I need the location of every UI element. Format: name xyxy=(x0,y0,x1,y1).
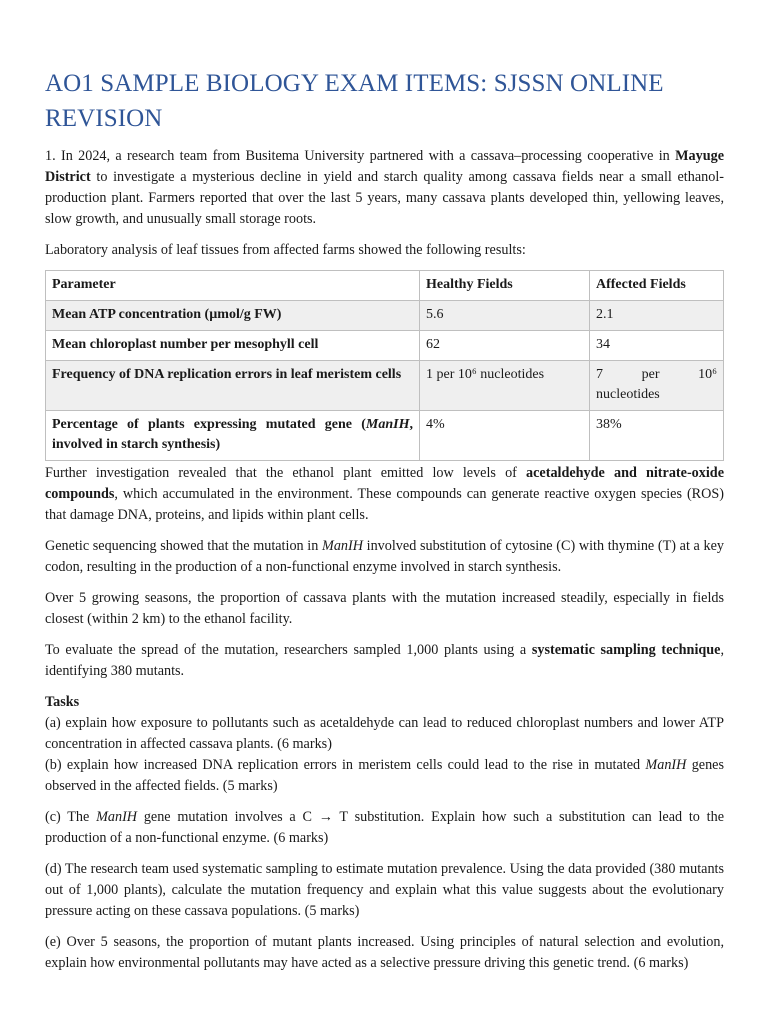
table-row xyxy=(46,361,724,411)
page-title: AO1 SAMPLE BIOLOGY EXAM ITEMS: SJSSN ONLINE REVISION xyxy=(45,70,664,132)
sampling-paragraph xyxy=(45,640,724,682)
lab-analysis-text: Laboratory analysis of leaf tissues from affected farms showed the following results: xyxy=(45,242,526,258)
intro-paragraph xyxy=(45,146,724,230)
task-b-text-cont: genes observed in the affected fields. (5 marks) xyxy=(45,757,724,794)
param-cell: Mean chloroplast number per mesophyll cell xyxy=(46,331,420,361)
affected-cell: 2.1 xyxy=(590,301,724,331)
header-healthy: Healthy Fields xyxy=(420,271,590,301)
task-c-text-cont: gene mutation involves a C → T substitution. Explain how such a substitution can lead to the production of a non-functional enzyme. (6 marks) xyxy=(45,809,724,846)
affected-cell: 34 xyxy=(590,331,724,361)
table-header-row xyxy=(46,271,724,301)
sampling-text: To evaluate the spread of the mutation, researchers sampled 1,000 plants using a xyxy=(45,642,532,658)
task-a: (a) explain how exposure to pollutants such as acetaldehyde can lead to reduced chloroplast numbers and lower ATP concentration in affected cassava plants. (6 marks) xyxy=(45,715,724,752)
gene-name: ManIH xyxy=(645,757,687,773)
param-cell: Frequency of DNA replication errors in leaf meristem cells xyxy=(46,361,420,411)
param-cell xyxy=(46,411,420,461)
affected-cell xyxy=(590,361,724,411)
param-cell: Mean ATP concentration (µmol/g FW) xyxy=(46,301,420,331)
task-c-text: (c) The xyxy=(45,809,97,825)
genetic-sequencing-paragraph xyxy=(45,536,724,578)
affected-cell: 38% xyxy=(590,411,724,461)
param-text: Percentage of plants expressing mutated gene ( xyxy=(52,417,366,432)
tasks-heading-text: Tasks xyxy=(45,694,80,710)
healthy-cell: 62 xyxy=(420,331,590,361)
table-row xyxy=(46,411,724,461)
healthy-cell: 1 per 10⁶ nucleotides xyxy=(420,361,590,411)
gene-name: ManIH xyxy=(322,538,363,554)
task-c xyxy=(45,807,724,849)
seasons-paragraph: Over 5 growing seasons, the proportion of cassava plants with the mutation increased steadily, especially in fields closest (within 2 km) to the ethanol facility. xyxy=(45,590,724,627)
sampling-text-cont: , identifying 380 mutants. xyxy=(45,642,725,679)
table-row xyxy=(46,331,724,361)
gene-name: ManIH xyxy=(365,417,410,432)
further-text-cont: , which accumulated in the environment. These compounds can generate reactive oxygen species (ROS) that damage DNA, proteins, and lipids within plant cells. xyxy=(45,486,724,523)
healthy-cell: 4% xyxy=(420,411,590,461)
task-d: (d) The research team used systematic sampling to estimate mutation prevalence. Using the data provided (380 mutants out of 1,000 plants), calculate the mutation frequency and explain what this value suggests about the evolutionary pressure acting on these cassava populations. (5 marks) xyxy=(45,861,724,919)
task-b xyxy=(45,755,724,797)
further-text: Further investigation revealed that the ethanol plant emitted low levels of xyxy=(45,465,527,481)
affected-value-line2: nucleotides xyxy=(596,387,660,402)
task-e: (e) Over 5 seasons, the proportion of mutant plants increased. Using principles of natural selection and evolution, explain how environmental pollutants may have acted as a selective pressure driving this genetic trend. (6 marks) xyxy=(45,934,724,971)
sampling-technique: systematic sampling technique xyxy=(531,642,721,658)
header-affected: Affected Fields xyxy=(590,271,724,301)
header-parameter: Parameter xyxy=(46,271,420,301)
task-b-text: (b) explain how increased DNA replication errors in meristem cells could lead to the rise in mutated xyxy=(45,757,646,773)
compounds-name: acetaldehyde and nitrate-oxide compounds xyxy=(45,465,724,502)
healthy-cell: 5.6 xyxy=(420,301,590,331)
results-table xyxy=(45,270,724,461)
genetic-text: Genetic sequencing showed that the mutation in xyxy=(45,538,322,554)
further-investigation-paragraph xyxy=(45,463,724,526)
tasks-heading xyxy=(45,692,724,713)
intro-text: 1. In 2024, a research team from Busitema University partnered with a cassava–processing cooperative in xyxy=(45,148,676,164)
gene-name: ManIH xyxy=(96,809,138,825)
genetic-text-cont: involved substitution of cytosine (C) with thymine (T) at a key codon, resulting in the production of a non-functional enzyme involved in starch synthesis. xyxy=(45,538,724,575)
param-text-cont: , involved in starch synthesis) xyxy=(52,417,413,452)
table-row xyxy=(46,301,724,331)
district-name: Mayuge District xyxy=(45,148,724,185)
intro-text-cont: to investigate a mysterious decline in yield and starch quality among cassava fields near a small ethanol-production plant. Farmers reported that over the last 5 years, many cassava plants developed thin, yellowing leaves, slow growth, and unusually small storage roots. xyxy=(45,169,724,227)
affected-value-line1: 7 per 10⁶ xyxy=(596,367,717,382)
